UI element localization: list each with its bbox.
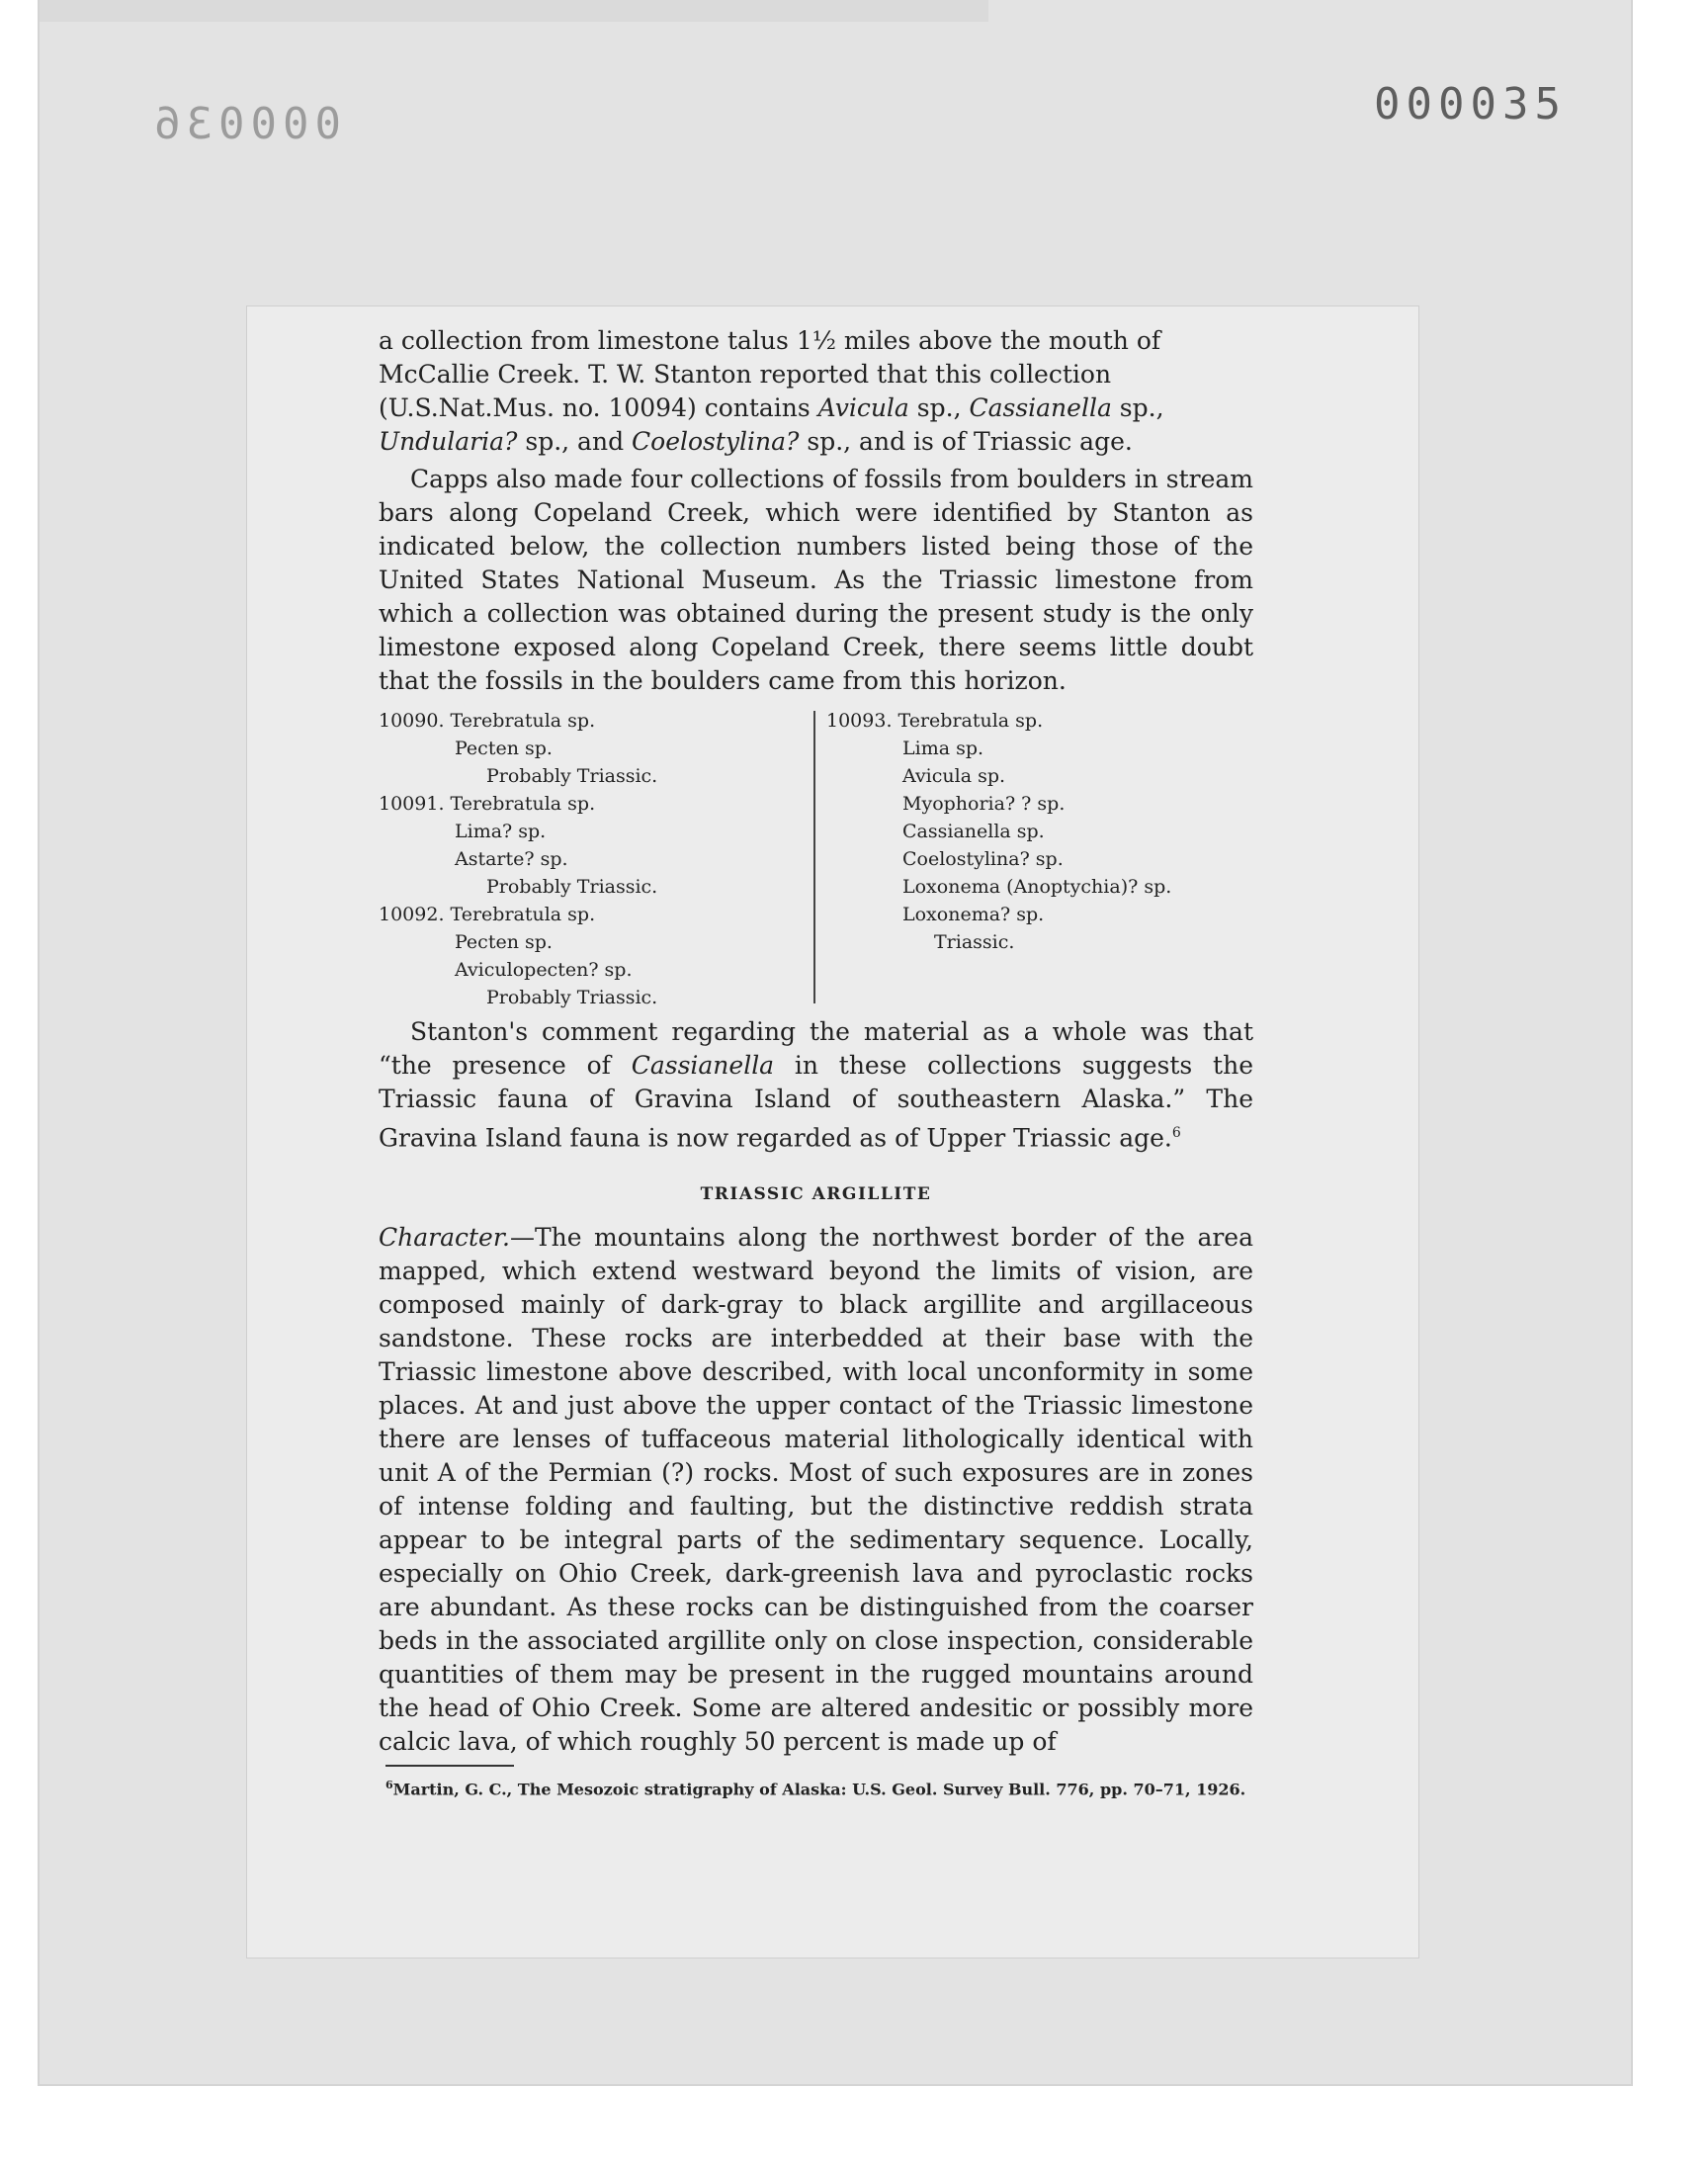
document-page [247, 306, 1418, 1958]
fossil-list-item: Pecten sp. [455, 931, 553, 953]
page-number-stamp: 000035 [1374, 79, 1567, 130]
fossil-list-item: Lima? sp. [455, 821, 547, 842]
bleed-through-page-number: 000036 [148, 99, 341, 149]
fossil-list-right-column [826, 707, 1261, 956]
fossil-list-item: Probably Triassic. [486, 987, 658, 1008]
fossil-list-item: Cassianella sp. [902, 821, 1045, 842]
fossil-list-item: Myophoria? ? sp. [902, 793, 1066, 815]
section-heading: TRIASSIC ARGILLITE [700, 1184, 932, 1204]
fossil-list-item: Astarte? sp. [455, 848, 568, 870]
footnote-reference: 6 [1171, 1125, 1181, 1141]
stanton-paragraph-text: Stanton's comment regarding the material as a whole was that “the presence of Cassianella in these collections suggests the Triassic fauna of Gravina Island of southeastern Alaska.” The Gravina Island fauna is now regarded as of Upper Triassic age.$^6$ [379, 1017, 1253, 1153]
footnote-rule [385, 1765, 514, 1767]
fossil-list-item: Lima sp. [902, 738, 984, 759]
fossil-collection-list [379, 707, 1268, 1008]
intro-line: McCallie Creek. T. W. Stanton reported that this collection [379, 360, 1112, 389]
column-divider [813, 711, 815, 1003]
fossil-list-item: Loxonema (Anoptychia)? sp. [902, 876, 1172, 898]
capps-paragraph [379, 463, 1253, 698]
sheet-fold [40, 0, 988, 22]
capps-paragraph-text: Capps also made four collections of fossils from boulders in stream bars along Copeland Creek, which were identified by Stanton as indicated below, the collection numbers listed being those of the United States National Museum. As the Triassic limestone from which a collection was obtained during the present study is the only limestone exposed along Copeland Creek, there seems little doubt that the fossils in the boulders came from this horizon. [379, 465, 1253, 695]
fossil-list-item: Probably Triassic. [486, 876, 658, 898]
intro-paragraph [379, 324, 1253, 459]
fossil-list-left-column [379, 707, 813, 1011]
footnote: $^6$Martin, G. C., The Mesozoic stratigraphy of Alaska: U.S. Geol. Survey Bull. 776, pp. 70–71, 1926. [385, 1779, 1246, 1799]
fossil-list-item: 10092. Terebratula sp. [379, 904, 596, 925]
fossil-list-item: 10090. Terebratula sp. [379, 710, 596, 732]
stanton-paragraph [379, 1015, 1253, 1155]
fossil-list-item: Pecten sp. [455, 738, 553, 759]
fossil-list-item: Loxonema? sp. [902, 904, 1045, 925]
intro-line: (U.S.Nat.Mus. no. 10094) contains Avicula sp., Cassianella sp., [379, 393, 1164, 422]
paragraph-label: Character. [379, 1223, 510, 1252]
fossil-list-item: Aviculopecten? sp. [455, 959, 633, 981]
fossil-list-item: Avicula sp. [902, 765, 1006, 787]
fossil-list-item: Coelostylina? sp. [902, 848, 1064, 870]
intro-line: a collection from limestone talus 1½ miles above the mouth of [379, 326, 1161, 355]
fossil-list-item: 10091. Terebratula sp. [379, 793, 596, 815]
fossil-list-item: Triassic. [934, 931, 1015, 953]
character-paragraph-text: Character.—The mountains along the northwest border of the area mapped, which extend westward beyond the limits of vision, are composed mainly of dark-gray to black argillite and argillaceous sandstone. These rocks are interbedded at their base with the Triassic limestone above described, with local unconformity in some places. At and just above the upper contact of the Triassic limestone there are lenses of tuffaceous material lithologically identical with unit A of the Permian (?) rocks. Most of such exposures are in zones of intense folding and faulting, but the distinctive reddish strata appear to be integral parts of the sedimentary sequence. Locally, especially on Ohio Creek, dark-greenish lava and pyroclastic rocks are abundant. As these rocks can be distinguished from the coarser beds in the associated argillite only on close inspection, considerable quantities of them may be present in the rugged mountains around the head of Ohio Creek. Some are altered andesitic or possibly more calcic lava, of which roughly 50 percent is made up of [379, 1223, 1253, 1756]
intro-line: Undularia? sp., and Coelostylina? sp., and is of Triassic age. [379, 427, 1133, 456]
fossil-list-item: 10093. Terebratula sp. [826, 710, 1044, 732]
character-paragraph [379, 1221, 1253, 1759]
fossil-list-item: Probably Triassic. [486, 765, 658, 787]
